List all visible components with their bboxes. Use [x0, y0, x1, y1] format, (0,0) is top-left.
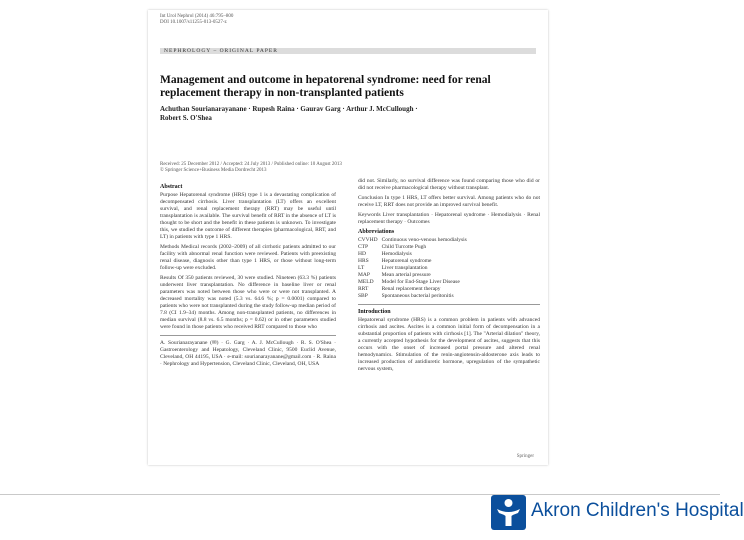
abbreviation-definition: Child Turcotte Pugh	[381, 244, 427, 250]
abstract-methods: Methods Medical records (2002–2009) of all cirrhotic patients admitted to our facility with abnormal renal function were reviewed. Patients with preexisting renal disease, diagnosis other than type 1 HRS, or those without long-term follow-up were excluded.	[160, 244, 336, 271]
received-line: Received: 25 December 2012 / Accepted: 24 July 2013 / Published online: 10 August 2013	[160, 162, 342, 167]
abbreviation-term: HRS	[358, 258, 369, 264]
abbreviation-definition: Spontaneous bacterial peritonitis	[381, 293, 454, 299]
introduction-heading: Introduction	[358, 309, 391, 315]
abbreviation-term: CTP	[358, 244, 369, 250]
abbreviation-term: HD	[358, 251, 366, 257]
abbreviation-row	[358, 286, 471, 293]
abbreviation-term: LT	[358, 265, 365, 271]
abbreviation-term: SBP	[358, 293, 368, 299]
abstract-conclusion: Conclusion In type 1 HRS, LT offers better survival. Among patients who do not receive LT, RRT does not provide an improved survival benefit.	[358, 195, 540, 208]
keywords: Keywords Liver transplantation · Hepatorenal syndrome · Hemodialysis · Renal replacement therapy · Outcomes	[358, 212, 540, 225]
abbreviation-definition: Model for End-Stage Liver Disease	[381, 279, 460, 285]
abbreviations-heading: Abbreviations	[358, 229, 395, 235]
introduction-text: Hepatorenal syndrome (HRS) is a common problem in patients with advanced cirrhosis and ascites. Ascites is a common initial form of decompensation in a substantial proportion of patients with cirrhosis [1]. The "Arterial dilation" theory, a currently accepted hypothesis for the development of ascites, suggests that this occurs with the onset of increased portal pressure and altered renal hemodynamics. Stimulation of the renin-angiotensin-aldosterone axis leads to increased production of antidiuretic hormone, upregulation of the sympathetic nervous system,	[358, 317, 540, 372]
hospital-name: Akron Children's Hospital	[531, 500, 744, 521]
abbreviation-definition: Renal replacement therapy	[381, 286, 441, 292]
abbreviation-definition: Mean arterial pressure	[381, 272, 431, 278]
affiliations: A. Sourianarayanane (✉) · G. Garg · A. J. McCullough · R. S. O'Shea · Gastroenterology and Hepatology, Cleveland Clinic, 9500 Euclid Avenue, Cleveland, OH 44195, USA · e-mail: sourianarayanane@gmail.com · R. Raina · Nephrology and Hypertension, Cleveland Clinic, Cleveland, OH, USA	[160, 340, 336, 367]
right-column	[358, 178, 540, 376]
hospital-logo-icon	[491, 495, 526, 530]
abbreviation-row	[358, 272, 471, 279]
abbreviation-row	[358, 293, 471, 300]
abbreviations-table	[358, 237, 471, 300]
abstract-continuation: did not. Similarly, no survival difference was found comparing those who did or did not receive pharmacological therapy without transplant.	[358, 178, 540, 191]
abbreviation-definition: Liver transplantation	[381, 265, 428, 271]
abbreviation-definition: Hemodialysis	[381, 251, 412, 257]
paper-page-image	[148, 10, 548, 465]
divider	[160, 335, 336, 336]
left-column	[160, 184, 336, 371]
section-label: NEPHROLOGY – ORIGINAL PAPER	[164, 48, 278, 54]
received-dates	[160, 162, 520, 174]
abbreviation-row	[358, 258, 471, 265]
author-list: Achuthan Sourianarayanane · Rupesh Raina · Gaurav Garg · Arthur J. McCullough · Robert S. O'Shea	[160, 105, 418, 122]
abstract-results: Results Of 350 patients reviewed, 30 were studied. Nineteen (63.3 %) patients underwent liver transplantation. No difference in baseline liver or renal parameters was noted between those who were or were not transplanted. A decreased mortality was noted (5.3 vs. 64.6 %; p = 0.0001) compared to patients who were not transplanted during the study follow-up median period of 7.8 (CI 1.9–34) months. Among non-transplanted patients, no differences in median survival (8.8 vs. 6.5 months; p = 0.62) or in other parameters studied were found in those patients who received RRT compared to those who	[160, 275, 336, 330]
abbreviation-row	[358, 244, 471, 251]
abbreviation-term: CVVHD	[358, 237, 378, 243]
paper-title: Management and outcome in hepatorenal syndrome: need for renal replacement therapy in non-transplanted patients	[160, 74, 491, 99]
abbreviation-definition: Continuous veno-venous hemodialysis	[381, 237, 467, 243]
abbreviation-term: MELD	[358, 279, 374, 285]
divider	[358, 304, 540, 305]
abbreviation-definition: Hepatorenal syndrome	[381, 258, 432, 264]
abbreviation-row	[358, 251, 471, 258]
abbreviation-row	[358, 237, 471, 244]
footer-divider	[0, 494, 720, 495]
abbreviation-row	[358, 279, 471, 286]
abstract-purpose: Purpose Hepatorenal syndrome (HRS) type 1 is a devastating complication of decompensated cirrhosis. Liver transplantation (LT) offers an excellent survival, and renal replacement therapy (RRT) may be useful until transplantation is available. The survival benefit of RRT in the absence of LT is thought to be short and the benefit in these patients is unknown. To investigate this, we studied the outcome of different therapies (pharmacological, RRT, and LT) in patients with type 1 HRS.	[160, 192, 336, 240]
abbreviation-row	[358, 265, 471, 272]
journal-reference: Int Urol Nephrol (2014) 46:795–800	[160, 14, 234, 19]
abbreviation-term: MAP	[358, 272, 370, 278]
publisher-logo: Springer	[516, 454, 534, 459]
copyright-line: © Springer Science+Business Media Dordrecht 2013	[160, 168, 267, 173]
abbreviation-term: RRT	[358, 286, 369, 292]
abstract-heading: Abstract	[160, 184, 183, 190]
doi: DOI 10.1007/s11255-013-0527-z	[160, 20, 227, 25]
